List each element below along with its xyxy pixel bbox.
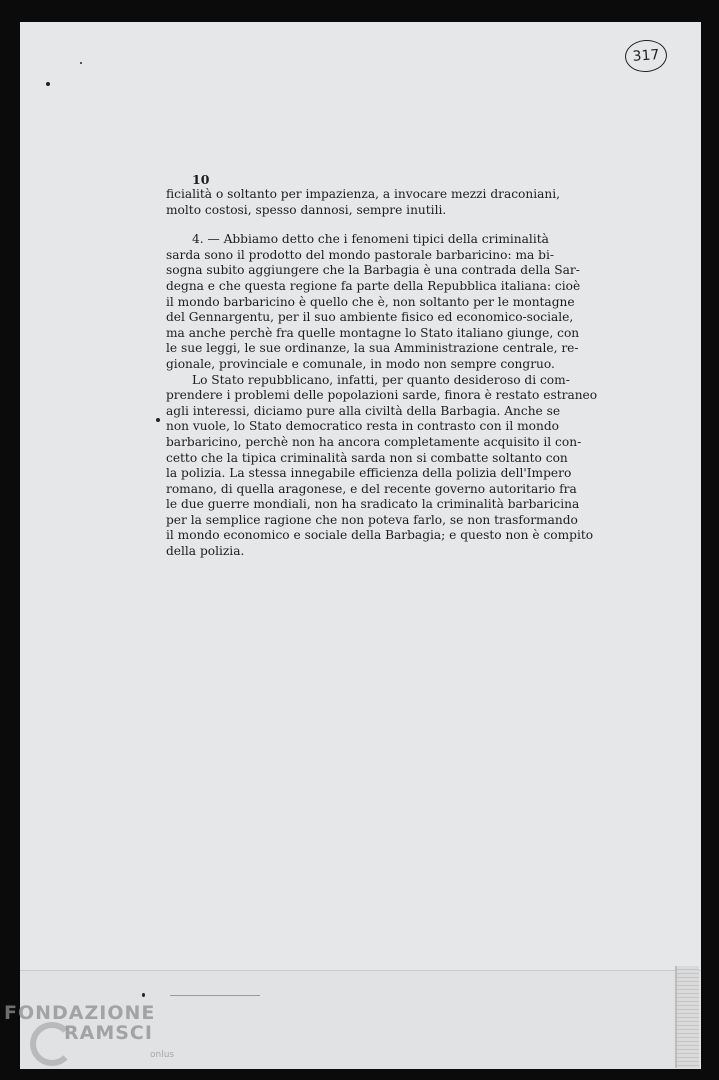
- paper-speck: [46, 82, 50, 86]
- paragraph-continuation: [166, 187, 561, 218]
- paper-speck: [80, 62, 82, 64]
- paragraph-section-4: [166, 232, 581, 372]
- faint-mark: [170, 995, 260, 996]
- archive-number-stamp: [624, 39, 668, 74]
- text-line: il mondo economico e sociale della Barbagia; e questo non è compito: [166, 528, 594, 543]
- text-line: non vuole, lo Stato democratico resta in contrasto con il mondo: [166, 419, 559, 434]
- text-line: ma anche perchè fra quelle montagne lo Stato italiano giunge, con: [166, 325, 580, 340]
- text-line: Lo Stato repubblicano, infatti, per quanto desideroso di com-: [192, 372, 570, 387]
- text-line: agli interessi, diciamo pure alla civiltà della Barbagia. Anche se: [166, 403, 561, 418]
- text-line: romano, di quella aragonese, e del recente governo autoritario fra: [166, 481, 577, 496]
- typed-text-block: [166, 172, 598, 560]
- text-line: della polizia.: [166, 544, 245, 559]
- text-line: 4. — Abbiamo detto che i fenomeni tipici della criminalità: [192, 232, 549, 247]
- text-line: molto costosi, spesso dannosi, sempre inutili.: [166, 202, 447, 217]
- text-line: le sue leggi, le sue ordinanze, la sua Amministrazione centrale, re-: [166, 341, 579, 356]
- text-line: il mondo barbaricino è quello che è, non soltanto per le montagne: [166, 294, 575, 309]
- text-line: gionale, provinciale e comunale, in modo non sempre congruo.: [166, 356, 555, 371]
- text-line: sarda sono il prodotto del mondo pastorale barbaricino: ma bi-: [166, 247, 554, 262]
- text-line: sogna subito aggiungere che la Barbagia è una contrada della Sar-: [166, 263, 580, 278]
- watermark-line-1: FONDAZIONE: [4, 1002, 156, 1024]
- watermark-line-3: onlus: [150, 1050, 175, 1060]
- paper-speck: [156, 418, 160, 422]
- page-stack-edge: [675, 966, 699, 1068]
- text-line: del Gennargentu, per il suo ambiente fisico ed economico-sociale,: [166, 310, 574, 325]
- page-number: 10: [192, 172, 210, 187]
- paper-speck: [142, 993, 145, 997]
- text-line: ficialità o soltanto per impazienza, a invocare mezzi draconiani,: [166, 187, 561, 201]
- text-line: degna e che questa regione fa parte della Repubblica italiana: cioè: [166, 278, 581, 293]
- archive-number: 317: [632, 47, 660, 65]
- text-line: cetto che la tipica criminalità sarda non si combatte soltanto con: [166, 450, 568, 465]
- watermark-line-2: RAMSCI: [64, 1022, 153, 1044]
- fondazione-gramsci-watermark: [4, 1000, 184, 1080]
- text-line: barbaricino, perchè non ha ancora completamente acquisito il con-: [166, 434, 582, 449]
- text-line: la polizia. La stessa innegabile efficienza della polizia dell'Impero: [166, 466, 572, 481]
- text-line: prendere i problemi delle popolazioni sarde, finora è restato estraneo: [166, 388, 598, 403]
- paragraph-stato-repubblicano: [166, 372, 598, 560]
- text-line: per la semplice ragione che non poteva farlo, se non trasformando: [166, 512, 578, 527]
- document-page: [20, 22, 701, 1068]
- text-line: le due guerre mondiali, non ha sradicato la criminalità barbaricina: [166, 497, 580, 512]
